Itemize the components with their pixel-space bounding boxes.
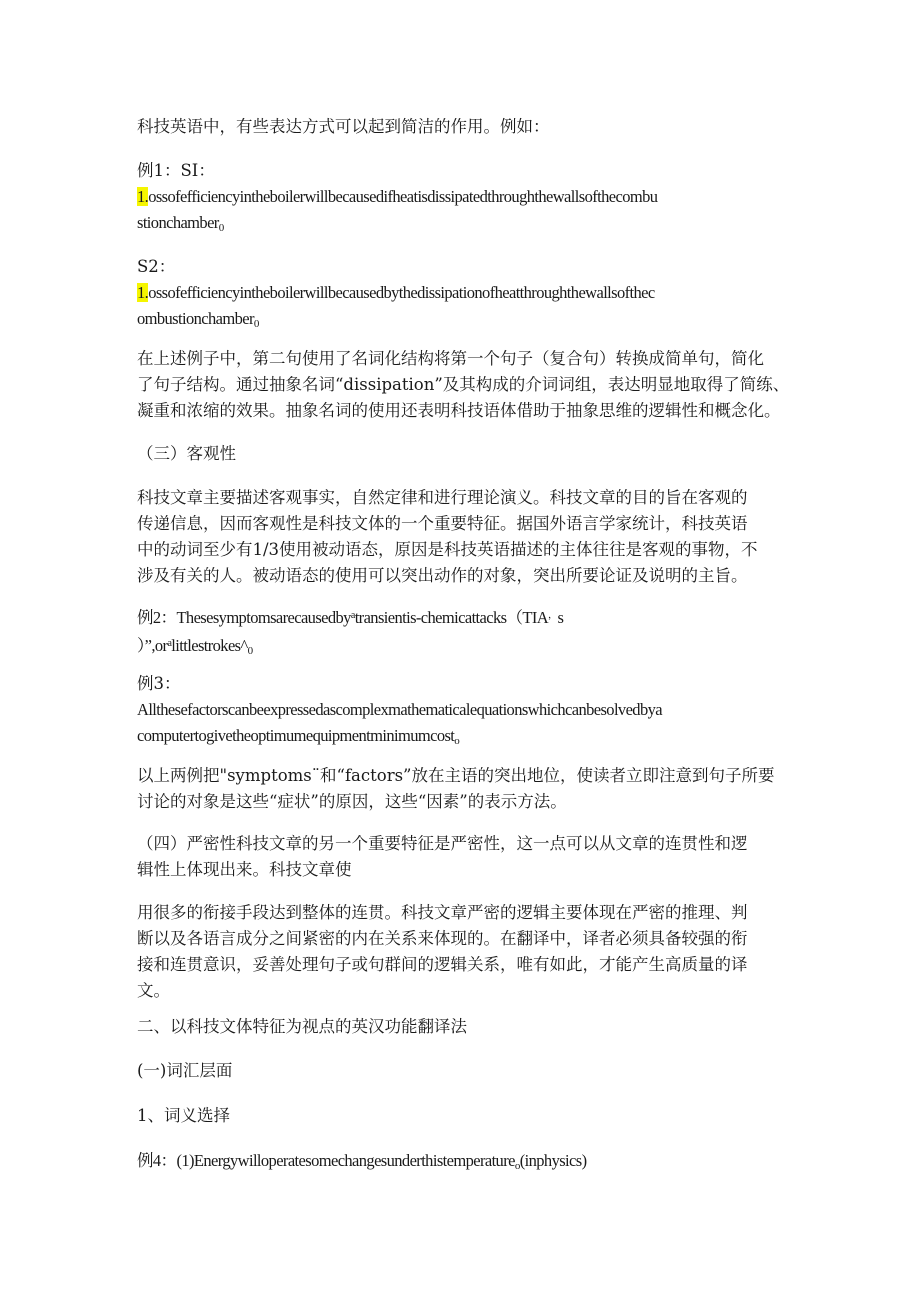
section-heading-4 xyxy=(137,831,787,883)
objectivity-line: 科技文章主要描述客观事实，自然定律和进行理论演义。科技文章的目的旨在客观的 xyxy=(137,488,748,507)
example-1-line-1: 1.ossofefficiencyintheboilerwillbecausedifheatisdissipatedthroughthewallsofthecombu xyxy=(137,187,658,206)
intro-paragraph: 科技英语中，有些表达方式可以起到简洁的作用。例如： xyxy=(137,117,550,136)
s2-line-2: ombustionchamber$_0$ xyxy=(137,309,259,330)
example-3-line-1: Allthesefactorscanbeexpressedascomplexmathematicalequationswhichcanbesolvedbya xyxy=(137,700,662,719)
example-1 xyxy=(137,158,787,241)
example-3-line-2: computertogivetheoptimumequipmentminimumcost$_o$ xyxy=(137,726,460,747)
s2-label: S2： xyxy=(137,257,176,276)
example-1-line-2: stionchamber$_0$ xyxy=(137,213,224,234)
example-3 xyxy=(137,671,787,754)
highlight-mark: 1. xyxy=(137,187,149,206)
objectivity-line: 传递信息，因而客观性是科技文体的一个重要特征。据国外语言学家统计，科技英语 xyxy=(137,514,748,533)
rigor-line: 文。 xyxy=(137,981,170,1000)
item-word-choice: 1、词义选择 xyxy=(137,1106,230,1125)
rigor-line: 接和连贯意识，妥善处理句子或句群间的逻辑关系，唯有如此，才能产生高质量的译 xyxy=(137,955,748,974)
highlight-mark: 1. xyxy=(137,283,149,302)
objectivity-line: 涉及有关的人。被动语态的使用可以突出动作的对象，突出所要论证及说明的主旨。 xyxy=(137,566,748,585)
example-4: 例4：(1)Energywilloperatesomechangesunderthistemperature$_o$(inphysics) xyxy=(137,1151,587,1172)
analysis-line: 凝重和浓缩的效果。抽象名词的使用还表明科技语体借助于抽象思维的逻辑性和概念化。 xyxy=(137,401,781,420)
example-1-s2 xyxy=(137,254,787,337)
rigor-line: 用很多的衔接手段达到整体的连贯。科技文章严密的逻辑主要体现在严密的推理、判 xyxy=(137,903,748,922)
heading-2: 二、以科技文体特征为视点的英汉功能翻译法 xyxy=(137,1017,467,1036)
analysis-line: 了句子结构。通过抽象名词“dissipation”及其构成的介词词组，表达明显地取得了简练、 xyxy=(137,375,790,394)
objectivity-line: 中的动词至少有1/3使用被动语态，原因是科技英语描述的主体往往是客观的事物，不 xyxy=(137,540,758,559)
comparison-line: 以上两例把"symptoms¨和“factors”放在主语的突出地位，使读者立即注意到句子所要 xyxy=(137,766,775,785)
analysis-paragraph xyxy=(137,346,790,424)
example-2 xyxy=(137,603,787,664)
objectivity-paragraph xyxy=(137,485,787,589)
analysis-line: 在上述例子中，第二句使用了名词化结构将第一个句子（复合句）转换成简单句，简化 xyxy=(137,349,764,368)
rigor-paragraph xyxy=(137,900,787,1004)
example-2-line-1: 例2：Thesesymptomsarecausedby$^a$transientis-chemicattacks（TIA，s xyxy=(137,608,564,627)
subheading-vocabulary: (一)词汇层面 xyxy=(137,1061,233,1080)
section-4-line: 辑性上体现出来。科技文章使 xyxy=(137,860,352,879)
example-3-label: 例3： xyxy=(137,674,181,693)
section-heading-3: （三）客观性 xyxy=(137,444,236,463)
example-2-line-2: ）$”,or^alittlestrokes\^{}_0$ xyxy=(137,636,253,657)
section-4-line: （四）严密性科技文章的另一个重要特征是严密性，这一点可以从文章的连贯性和逻 xyxy=(137,834,748,853)
s2-line-1: 1.ossofefficiencyintheboilerwillbecausedbythedissipationofheatthroughthewallsofthec xyxy=(137,283,655,302)
example-1-label: 例1：SI： xyxy=(137,161,215,180)
comparison-paragraph xyxy=(137,763,787,815)
rigor-line: 断以及各语言成分之间紧密的内在关系来体现的。在翻译中，译者必须具备较强的衔 xyxy=(137,929,748,948)
comparison-line: 讨论的对象是这些“症状”的原因，这些“因素”的表示方法。 xyxy=(137,792,567,811)
